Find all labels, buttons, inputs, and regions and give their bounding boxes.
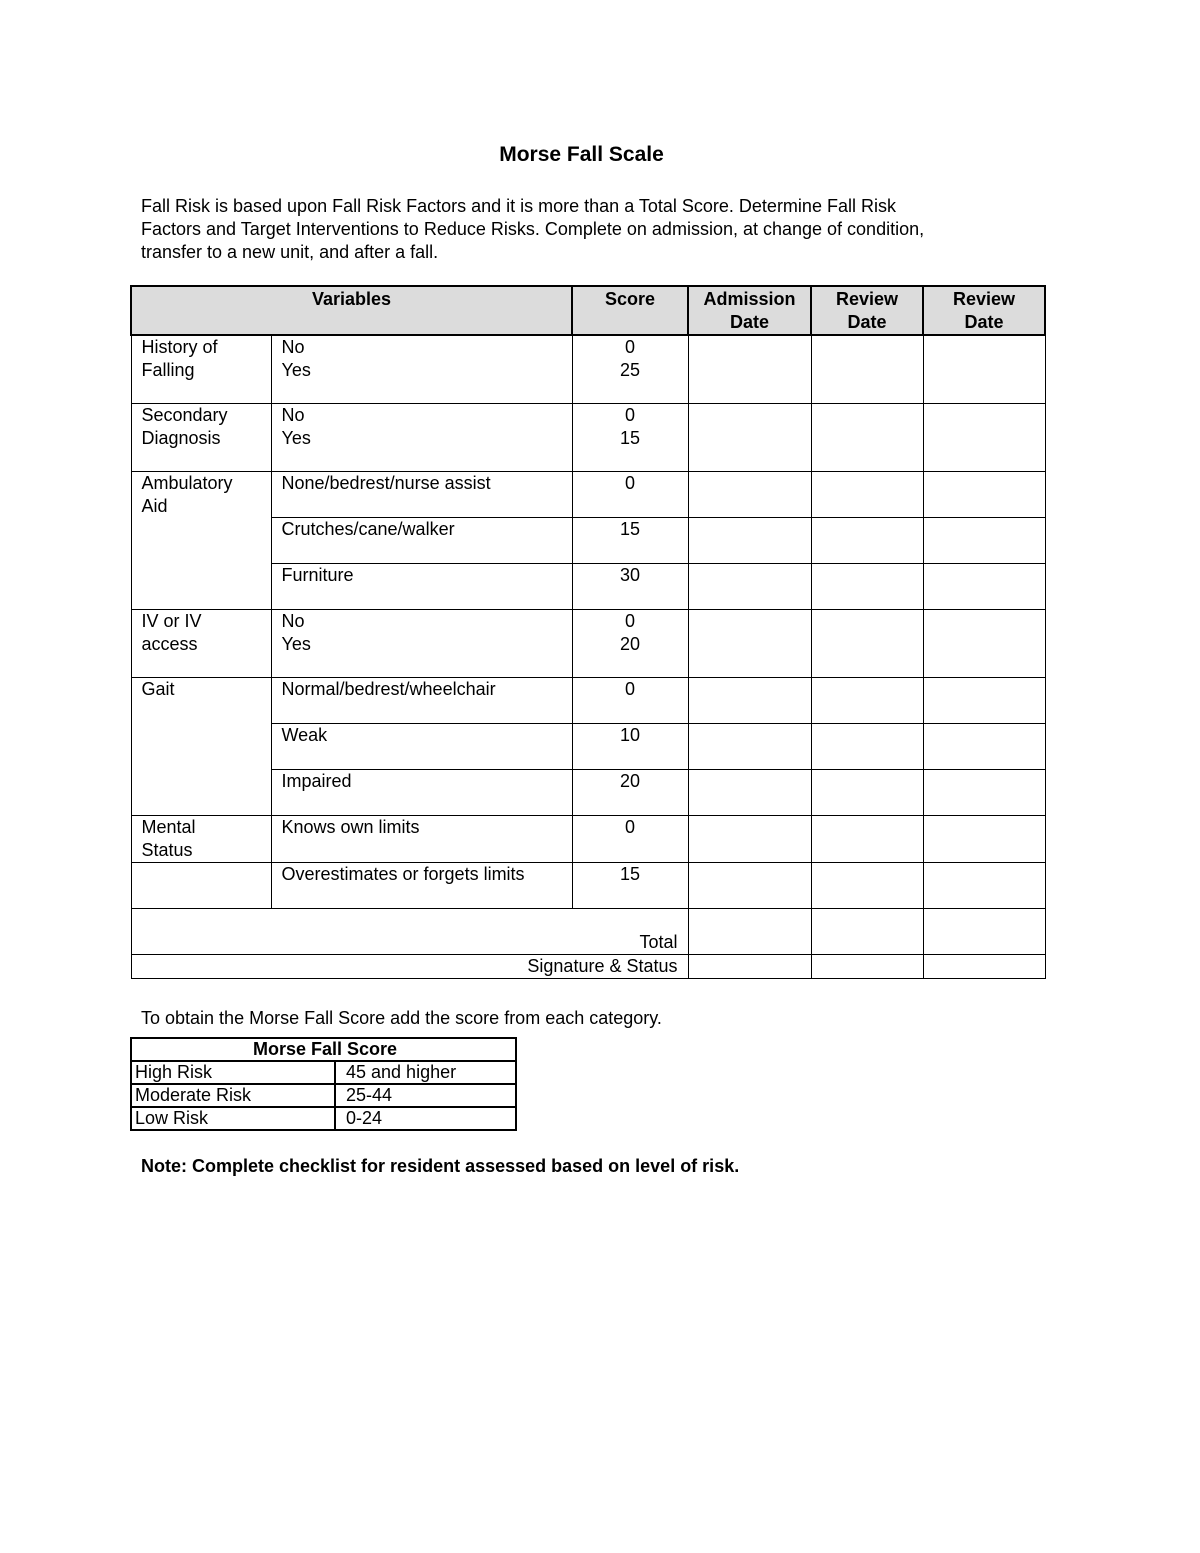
admission-date-cell[interactable] xyxy=(688,518,811,564)
table-row-signature xyxy=(131,955,1045,979)
fall-scale-table xyxy=(130,285,1046,979)
page-title: Morse Fall Scale xyxy=(499,143,664,166)
variable-label: IV or IV access xyxy=(131,610,271,678)
admission-date-cell[interactable] xyxy=(688,472,811,518)
review-signature-cell[interactable] xyxy=(811,955,923,979)
review-date-cell[interactable] xyxy=(811,678,923,724)
table-row-mental-status xyxy=(131,863,1045,909)
header-review-date-1: Review Date xyxy=(811,286,923,335)
risk-row xyxy=(131,1061,516,1084)
score-cell: 30 xyxy=(572,564,688,610)
review-date-cell[interactable] xyxy=(923,724,1045,770)
review-date-cell[interactable] xyxy=(811,816,923,863)
intro-line: Fall Risk is based upon Fall Risk Factors and it is more than a Total Score. Determine Fall Risk xyxy=(141,196,896,216)
note-text: Note: Complete checklist for resident assessed based on level of risk. xyxy=(141,1156,740,1176)
admission-date-cell[interactable] xyxy=(688,335,811,404)
admission-date-cell[interactable] xyxy=(688,678,811,724)
total-label: Total xyxy=(131,909,688,955)
option-cell: None/bedrest/nurse assist xyxy=(271,472,572,518)
risk-level: Low Risk xyxy=(131,1107,335,1130)
score-cell: 15 xyxy=(572,518,688,564)
header-review-date-2: Review Date xyxy=(923,286,1045,335)
header-variables: Variables xyxy=(131,286,572,335)
risk-table-header: Morse Fall Score xyxy=(131,1038,516,1061)
score-cell: 20 xyxy=(572,770,688,816)
header-row xyxy=(131,286,1045,335)
review-date-cell[interactable] xyxy=(923,770,1045,816)
option-cell: Impaired xyxy=(271,770,572,816)
review-date-cell[interactable] xyxy=(923,518,1045,564)
risk-range: 25-44 xyxy=(335,1084,516,1107)
review-date-cell[interactable] xyxy=(811,610,923,678)
admission-date-cell[interactable] xyxy=(688,724,811,770)
review-date-cell[interactable] xyxy=(811,770,923,816)
admission-date-cell[interactable] xyxy=(688,610,811,678)
table-row-gait xyxy=(131,678,1045,724)
risk-level: High Risk xyxy=(131,1061,335,1084)
variable-label: Secondary Diagnosis xyxy=(131,404,271,472)
option-cell: Normal/bedrest/wheelchair xyxy=(271,678,572,724)
review-date-cell[interactable] xyxy=(923,610,1045,678)
review-date-cell[interactable] xyxy=(811,724,923,770)
admission-date-cell[interactable] xyxy=(688,816,811,863)
risk-header-row xyxy=(131,1038,516,1061)
review-date-cell[interactable] xyxy=(923,335,1045,404)
table-row-mental-status xyxy=(131,816,1045,863)
option-cell: Furniture xyxy=(271,564,572,610)
intro-line: Factors and Target Interventions to Reduce Risks. Complete on admission, at change of condition, xyxy=(141,219,925,239)
variable-label: Gait xyxy=(131,678,271,816)
review-date-cell[interactable] xyxy=(923,678,1045,724)
intro-paragraph xyxy=(141,195,1041,264)
score-cell: 0 15 xyxy=(572,404,688,472)
variable-label-empty xyxy=(131,863,271,909)
option-cell: Knows own limits xyxy=(271,816,572,863)
option-cell: No Yes xyxy=(271,610,572,678)
intro-line: transfer to a new unit, and after a fall. xyxy=(141,242,439,262)
header-score: Score xyxy=(572,286,688,335)
option-cell: No Yes xyxy=(271,404,572,472)
review-signature-cell[interactable] xyxy=(923,955,1045,979)
option-cell: No Yes xyxy=(271,335,572,404)
score-cell: 0 25 xyxy=(572,335,688,404)
admission-date-cell[interactable] xyxy=(688,863,811,909)
score-cell: 0 xyxy=(572,678,688,724)
review-date-cell[interactable] xyxy=(811,518,923,564)
review-total-cell[interactable] xyxy=(923,909,1045,955)
score-cell: 0 xyxy=(572,472,688,518)
table-row-iv-access xyxy=(131,610,1045,678)
risk-level: Moderate Risk xyxy=(131,1084,335,1107)
review-date-cell[interactable] xyxy=(811,564,923,610)
review-date-cell[interactable] xyxy=(923,816,1045,863)
review-date-cell[interactable] xyxy=(923,564,1045,610)
review-date-cell[interactable] xyxy=(811,335,923,404)
instruction-text: To obtain the Morse Fall Score add the score from each category. xyxy=(141,1008,662,1028)
table-row-ambulatory-aid xyxy=(131,472,1045,518)
admission-date-cell[interactable] xyxy=(688,564,811,610)
score-cell: 0 20 xyxy=(572,610,688,678)
review-date-cell[interactable] xyxy=(811,863,923,909)
score-cell: 0 xyxy=(572,816,688,863)
admission-signature-cell[interactable] xyxy=(688,955,811,979)
table-row-history-of-falling xyxy=(131,335,1045,404)
review-date-cell[interactable] xyxy=(811,472,923,518)
risk-range: 0-24 xyxy=(335,1107,516,1130)
admission-date-cell[interactable] xyxy=(688,770,811,816)
option-cell: Overestimates or forgets limits xyxy=(271,863,572,909)
review-date-cell[interactable] xyxy=(923,404,1045,472)
risk-score-table xyxy=(130,1037,517,1131)
score-cell: 15 xyxy=(572,863,688,909)
review-date-cell[interactable] xyxy=(923,863,1045,909)
risk-range: 45 and higher xyxy=(335,1061,516,1084)
score-cell: 10 xyxy=(572,724,688,770)
table-row-secondary-diagnosis xyxy=(131,404,1045,472)
review-date-cell[interactable] xyxy=(923,472,1045,518)
option-cell: Weak xyxy=(271,724,572,770)
variable-label: Mental Status xyxy=(131,816,271,863)
signature-label: Signature & Status xyxy=(131,955,688,979)
option-cell: Crutches/cane/walker xyxy=(271,518,572,564)
table-row-total xyxy=(131,909,1045,955)
variable-label: History of Falling xyxy=(131,335,271,404)
variable-label: Ambulatory Aid xyxy=(131,472,271,610)
header-admission-date: Admission Date xyxy=(688,286,811,335)
review-date-cell[interactable] xyxy=(811,404,923,472)
admission-total-cell[interactable] xyxy=(688,909,811,955)
admission-date-cell[interactable] xyxy=(688,404,811,472)
risk-row xyxy=(131,1084,516,1107)
review-total-cell[interactable] xyxy=(811,909,923,955)
risk-row xyxy=(131,1107,516,1130)
